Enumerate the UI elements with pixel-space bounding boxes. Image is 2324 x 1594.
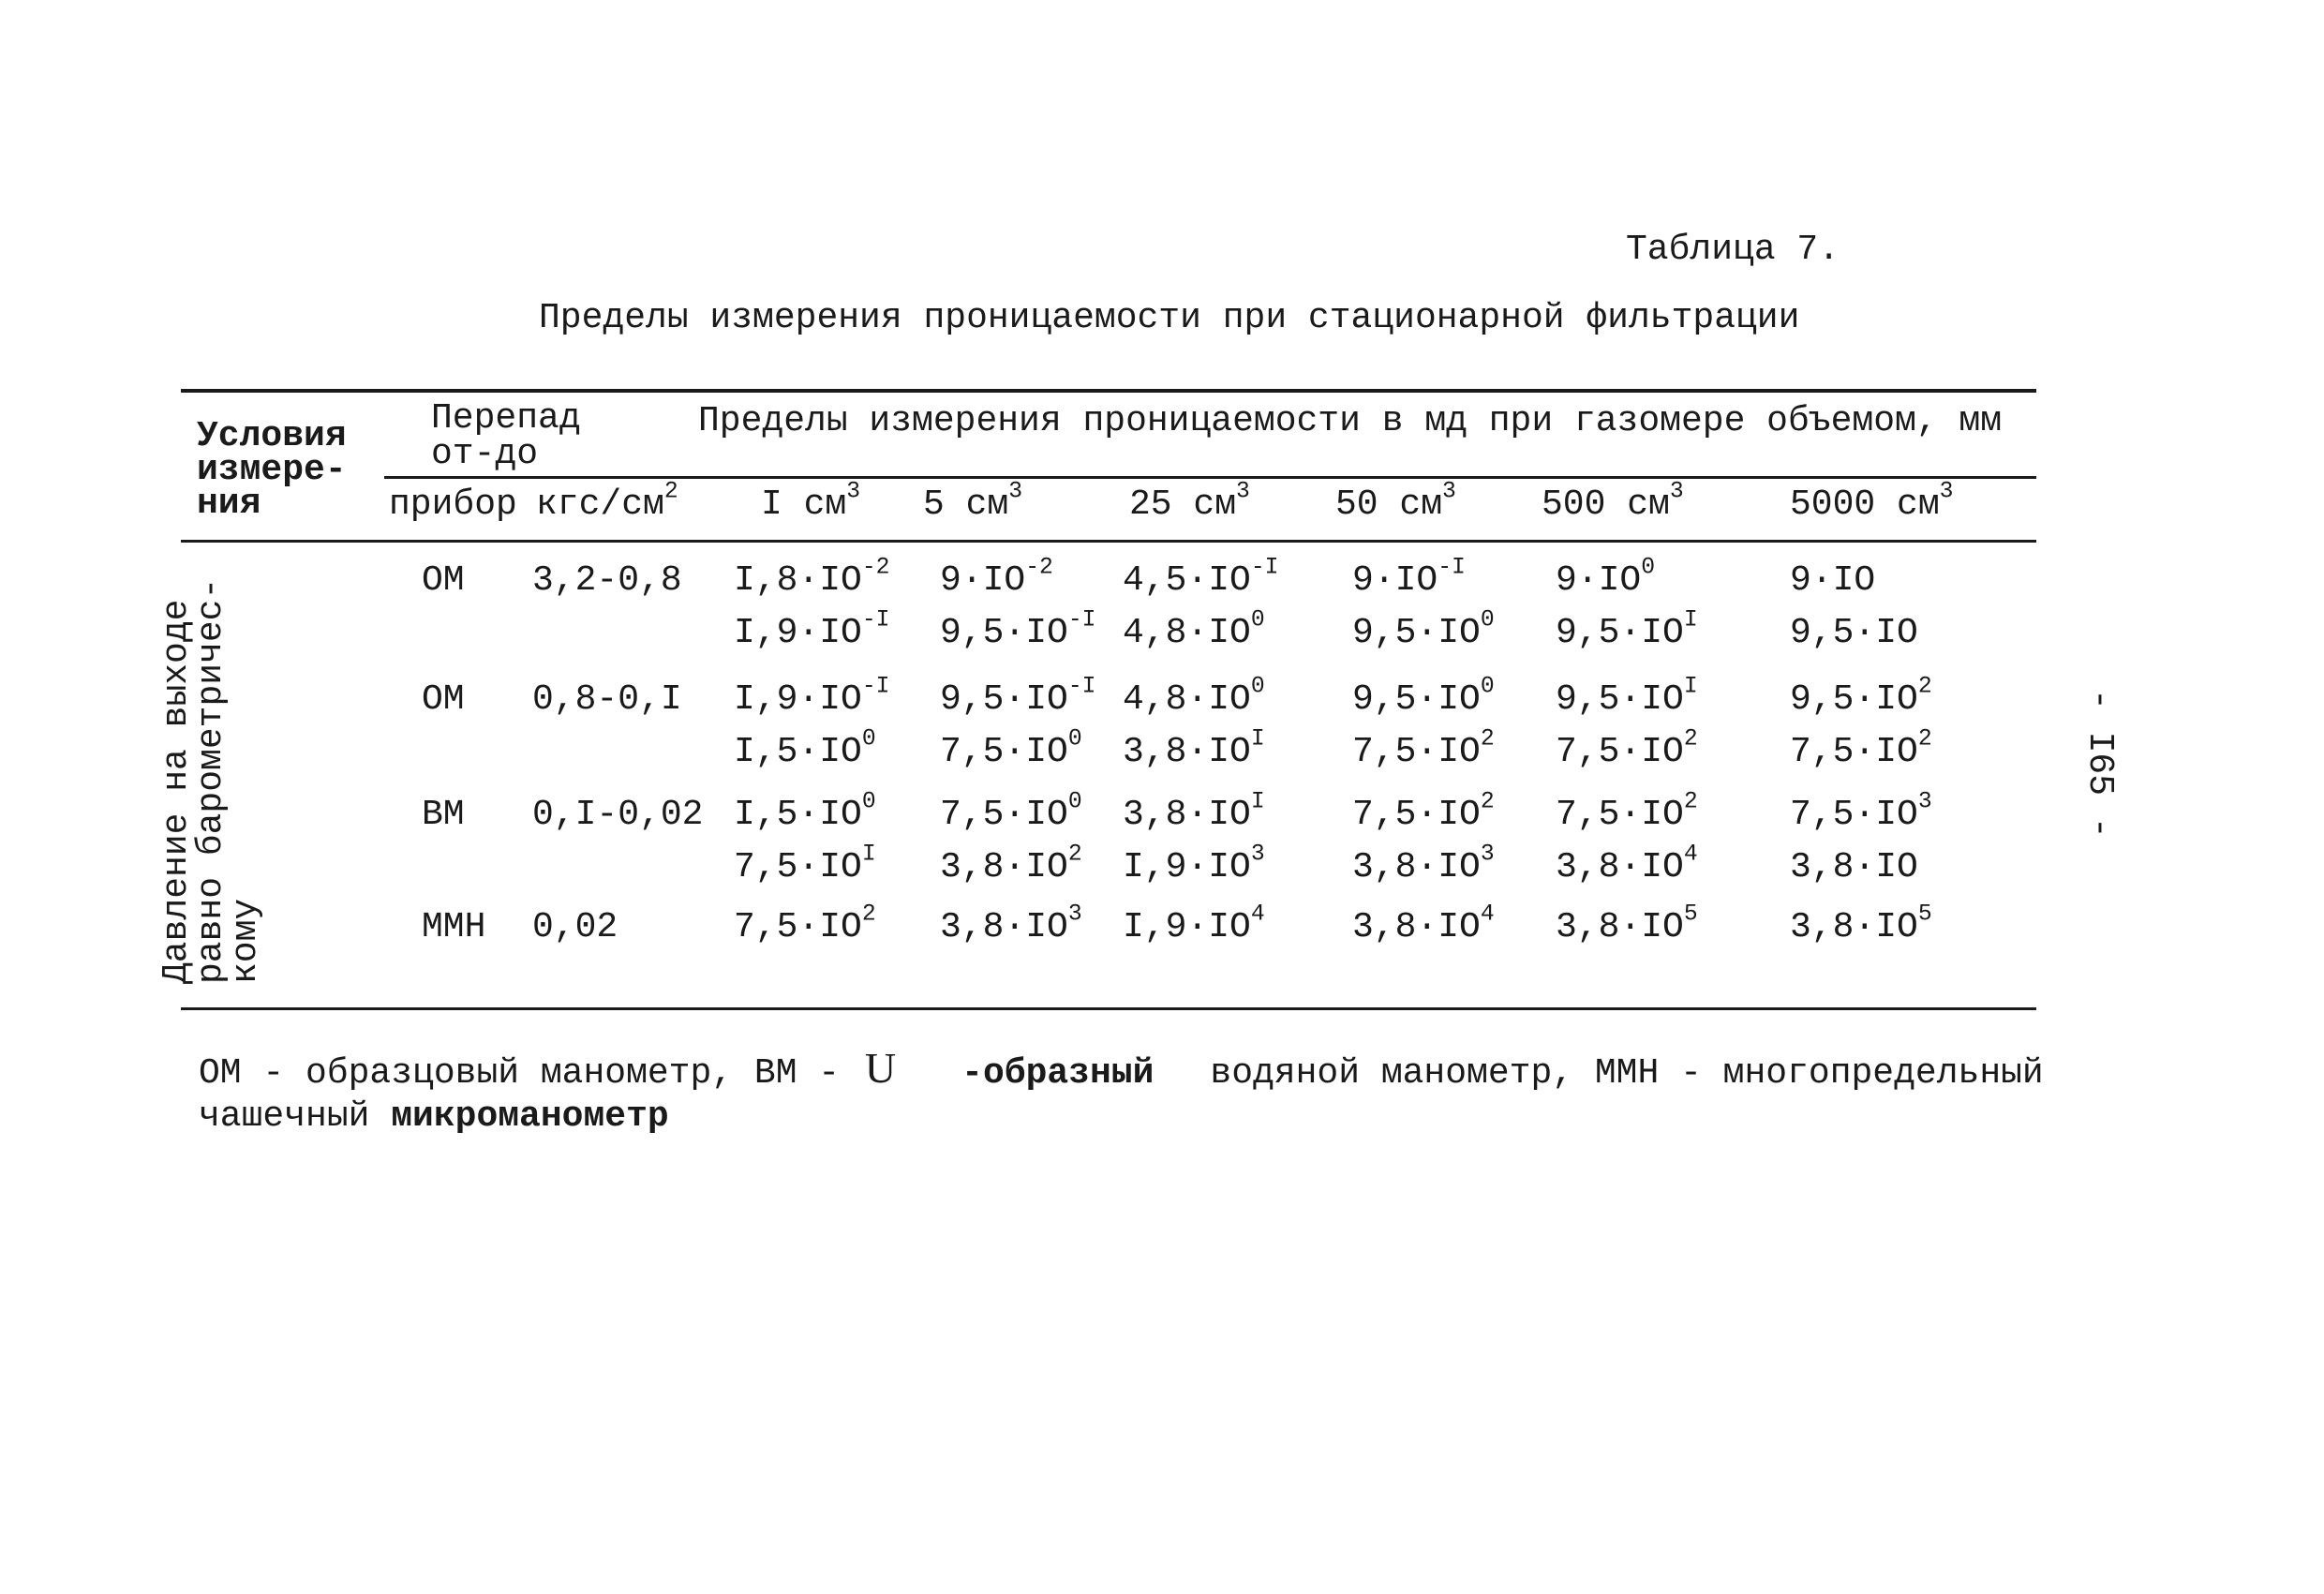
value-mantissa: 3,8·IO xyxy=(1123,795,1251,835)
value-cell xyxy=(1556,725,1698,772)
value-cell xyxy=(1556,788,1698,835)
header-perepad-line: Перепад xyxy=(431,398,581,439)
value-cell xyxy=(734,606,890,653)
value-exponent: 2 xyxy=(1917,673,1932,700)
value-exponent: 0 xyxy=(1067,788,1082,815)
footnote-line-1 xyxy=(199,1043,2044,1094)
value-mantissa: 9,5·IO xyxy=(1556,679,1684,720)
value-mantissa: I,5·IO xyxy=(734,732,862,772)
value-exponent: 2 xyxy=(861,901,876,928)
header-volume-1 xyxy=(761,478,861,525)
volume-base: I см xyxy=(761,484,847,525)
value-exponent: 2 xyxy=(1917,725,1932,752)
volume-base: 5 см xyxy=(923,484,1009,525)
value-exponent: 0 xyxy=(1250,606,1265,633)
value-mantissa: 3,8·IO xyxy=(1790,907,1918,947)
value-exponent: -I xyxy=(1250,554,1279,581)
value-cell xyxy=(1790,847,1918,887)
table-top-rule xyxy=(181,389,2036,393)
value-mantissa: 9,5·IO xyxy=(1352,679,1481,720)
header-perepad-line: от-до xyxy=(431,434,539,474)
value-cell xyxy=(1556,673,1698,720)
value-exponent: 2 xyxy=(1067,841,1082,868)
value-cell xyxy=(734,788,876,835)
value-mantissa: 4,5·IO xyxy=(1123,560,1251,601)
header-conditions-line: Условия xyxy=(197,416,347,456)
value-cell xyxy=(1123,841,1265,887)
value-cell xyxy=(1123,554,1279,601)
range-cell: 3,2-0,8 xyxy=(532,560,682,601)
value-mantissa: 4,8·IO xyxy=(1123,679,1251,720)
volume-exp: 3 xyxy=(1669,478,1684,505)
value-exponent: I xyxy=(1683,673,1698,700)
value-cell xyxy=(734,901,876,947)
value-cell xyxy=(940,606,1096,653)
value-mantissa: I,9·IO xyxy=(734,613,862,653)
value-cell xyxy=(1123,606,1265,653)
condition-line: равно барометричес- xyxy=(191,577,231,984)
volume-base: 25 см xyxy=(1129,484,1237,525)
value-mantissa: 9,5·IO xyxy=(940,679,1068,720)
value-exponent: 4 xyxy=(1480,901,1495,928)
value-cell xyxy=(734,725,876,772)
condition-line: Давление на выходе xyxy=(156,599,197,984)
value-cell xyxy=(1123,725,1265,772)
footnote-text-bold: микроманометр xyxy=(391,1096,669,1137)
value-mantissa: 7,5·IO xyxy=(940,795,1068,835)
value-exponent: I xyxy=(1683,606,1698,633)
value-mantissa: 3,8·IO xyxy=(1790,847,1918,887)
value-exponent: -I xyxy=(1438,554,1466,581)
condition-line: кому xyxy=(226,898,266,984)
header-perepad xyxy=(431,398,581,474)
value-exponent: -I xyxy=(861,673,890,700)
volume-base: 500 см xyxy=(1542,484,1670,525)
value-mantissa: I,8·IO xyxy=(734,560,862,601)
value-exponent: -I xyxy=(1067,673,1096,700)
table-title: Пределы измерения проницаемости при стационарной фильтрации xyxy=(539,298,1800,338)
header-device: прибор xyxy=(389,484,517,525)
header-unit xyxy=(536,478,678,525)
value-exponent: 2 xyxy=(1480,788,1495,815)
value-exponent: 0 xyxy=(1480,673,1495,700)
unit-base: кгс/см xyxy=(536,484,664,525)
value-cell xyxy=(1123,673,1265,720)
value-mantissa: 9·IO xyxy=(940,560,1026,601)
u-symbol: U xyxy=(864,1044,897,1092)
condition-cell xyxy=(156,577,266,984)
value-mantissa: I,9·IO xyxy=(1123,907,1251,947)
value-exponent: -I xyxy=(1067,606,1096,633)
value-mantissa: 7,5·IO xyxy=(734,847,862,887)
value-cell xyxy=(1352,606,1495,653)
volume-base: 5000 см xyxy=(1790,484,1940,525)
value-cell xyxy=(1352,901,1495,947)
volume-exp: 3 xyxy=(846,478,861,505)
header-limits: Пределы измерения проницаемости в мд при газомере объемом, мм xyxy=(698,401,2003,441)
value-cell xyxy=(734,554,890,601)
value-cell xyxy=(940,725,1082,772)
header-conditions-line: ния xyxy=(197,484,261,524)
volume-exp: 3 xyxy=(1236,478,1250,505)
header-conditions xyxy=(197,416,347,524)
value-mantissa: 3,8·IO xyxy=(940,907,1068,947)
value-mantissa: I,9·IO xyxy=(1123,847,1251,887)
value-exponent: 5 xyxy=(1683,901,1698,928)
value-cell xyxy=(1790,673,1932,720)
value-exponent: 3 xyxy=(1917,788,1932,815)
table-label: Таблица 7. xyxy=(1626,230,1840,270)
value-cell xyxy=(734,673,890,720)
value-mantissa: 7,5·IO xyxy=(1352,795,1481,835)
value-mantissa: 7,5·IO xyxy=(1790,795,1918,835)
header-sub-rule xyxy=(384,476,2036,479)
value-cell xyxy=(1556,901,1698,947)
value-mantissa: 9·IO xyxy=(1352,560,1438,601)
volume-base: 50 см xyxy=(1335,484,1443,525)
device-cell: ОМ xyxy=(422,560,465,601)
volume-exp: 3 xyxy=(1939,478,1954,505)
value-exponent: 0 xyxy=(1480,606,1495,633)
value-cell xyxy=(1352,673,1495,720)
volume-exp: 3 xyxy=(1008,478,1023,505)
header-volume-3 xyxy=(1129,478,1250,525)
value-mantissa: 9,5·IO xyxy=(1790,613,1918,653)
value-mantissa: 9,5·IO xyxy=(1790,679,1918,720)
value-mantissa: 4,8·IO xyxy=(1123,613,1251,653)
value-cell xyxy=(940,788,1082,835)
value-cell xyxy=(1352,788,1495,835)
header-bottom-rule xyxy=(181,540,2036,543)
value-exponent: 0 xyxy=(861,788,876,815)
value-mantissa: 7,5·IO xyxy=(1352,732,1481,772)
device-cell: ОМ xyxy=(422,679,465,720)
value-exponent: 2 xyxy=(1683,725,1698,752)
value-mantissa: 9,5·IO xyxy=(1556,613,1684,653)
value-mantissa: 3,8·IO xyxy=(1352,847,1481,887)
value-exponent: 3 xyxy=(1067,901,1082,928)
value-cell xyxy=(1790,901,1932,947)
page-number: - I65 - xyxy=(2079,689,2120,839)
value-cell xyxy=(940,554,1053,601)
value-mantissa: 9,5·IO xyxy=(940,613,1068,653)
value-cell xyxy=(1556,841,1698,887)
value-exponent: 3 xyxy=(1250,841,1265,868)
value-cell xyxy=(940,673,1096,720)
value-exponent: I xyxy=(861,841,876,868)
table-bottom-rule xyxy=(181,1007,2036,1010)
value-mantissa: 7,5·IO xyxy=(1790,732,1918,772)
value-exponent: 3 xyxy=(1480,841,1495,868)
value-cell xyxy=(940,901,1082,947)
value-mantissa: 3,8·IO xyxy=(1123,732,1251,772)
value-mantissa: I,9·IO xyxy=(734,679,862,720)
footnote-text: ОМ - образцовый манометр, ВМ - xyxy=(199,1053,861,1094)
footnote-text: чашечный xyxy=(199,1096,392,1137)
volume-exp: 3 xyxy=(1442,478,1456,505)
value-exponent: 2 xyxy=(1683,788,1698,815)
device-cell: ММН xyxy=(422,907,486,947)
value-mantissa: 7,5·IO xyxy=(1556,795,1684,835)
footnote-text: водяной манометр, ММН - многопредельный xyxy=(1210,1053,2044,1094)
header-volume-2 xyxy=(923,478,1023,525)
value-exponent: 4 xyxy=(1250,901,1265,928)
value-mantissa: 9·IO xyxy=(1790,560,1876,601)
value-cell xyxy=(1352,725,1495,772)
header-volume-4 xyxy=(1335,478,1456,525)
header-conditions-line: измере- xyxy=(197,450,347,490)
value-cell xyxy=(1556,606,1698,653)
header-volume-5 xyxy=(1542,478,1684,525)
value-exponent: 0 xyxy=(861,725,876,752)
value-mantissa: 3,8·IO xyxy=(940,847,1068,887)
value-cell xyxy=(1790,613,1918,653)
value-mantissa: 3,8·IO xyxy=(1556,847,1684,887)
value-exponent: 0 xyxy=(1641,554,1656,581)
unit-exp: 2 xyxy=(663,478,678,505)
footnote-text-bold: -образный xyxy=(961,1053,1155,1094)
value-mantissa: 9,5·IO xyxy=(1352,613,1481,653)
value-cell xyxy=(1352,841,1495,887)
value-mantissa: 3,8·IO xyxy=(1352,907,1481,947)
value-mantissa: 7,5·IO xyxy=(940,732,1068,772)
device-cell: ВМ xyxy=(422,795,465,835)
value-mantissa: 3,8·IO xyxy=(1556,907,1684,947)
footnote-line-2 xyxy=(199,1096,669,1137)
value-exponent: 4 xyxy=(1683,841,1698,868)
header-volume-6 xyxy=(1790,478,1954,525)
value-exponent: I xyxy=(1250,788,1265,815)
value-cell xyxy=(1790,725,1932,772)
value-cell xyxy=(1790,560,1875,601)
value-mantissa: I,5·IO xyxy=(734,795,862,835)
range-cell: 0,02 xyxy=(532,907,618,947)
value-exponent: 5 xyxy=(1917,901,1932,928)
value-exponent: 0 xyxy=(1250,673,1265,700)
value-exponent: 0 xyxy=(1067,725,1082,752)
range-cell: 0,I-0,02 xyxy=(532,795,704,835)
value-exponent: -2 xyxy=(861,554,890,581)
value-exponent: -2 xyxy=(1025,554,1053,581)
value-exponent: 2 xyxy=(1480,725,1495,752)
value-exponent: -I xyxy=(861,606,890,633)
value-cell xyxy=(1123,901,1265,947)
value-cell xyxy=(1556,554,1656,601)
value-cell xyxy=(1352,554,1466,601)
value-mantissa: 7,5·IO xyxy=(1556,732,1684,772)
value-cell xyxy=(1123,788,1265,835)
value-cell xyxy=(940,841,1082,887)
value-mantissa: 7,5·IO xyxy=(734,907,862,947)
range-cell: 0,8-0,I xyxy=(532,679,682,720)
value-cell xyxy=(734,841,876,887)
value-cell xyxy=(1790,788,1932,835)
value-mantissa: 9·IO xyxy=(1556,560,1642,601)
value-exponent: I xyxy=(1250,725,1265,752)
